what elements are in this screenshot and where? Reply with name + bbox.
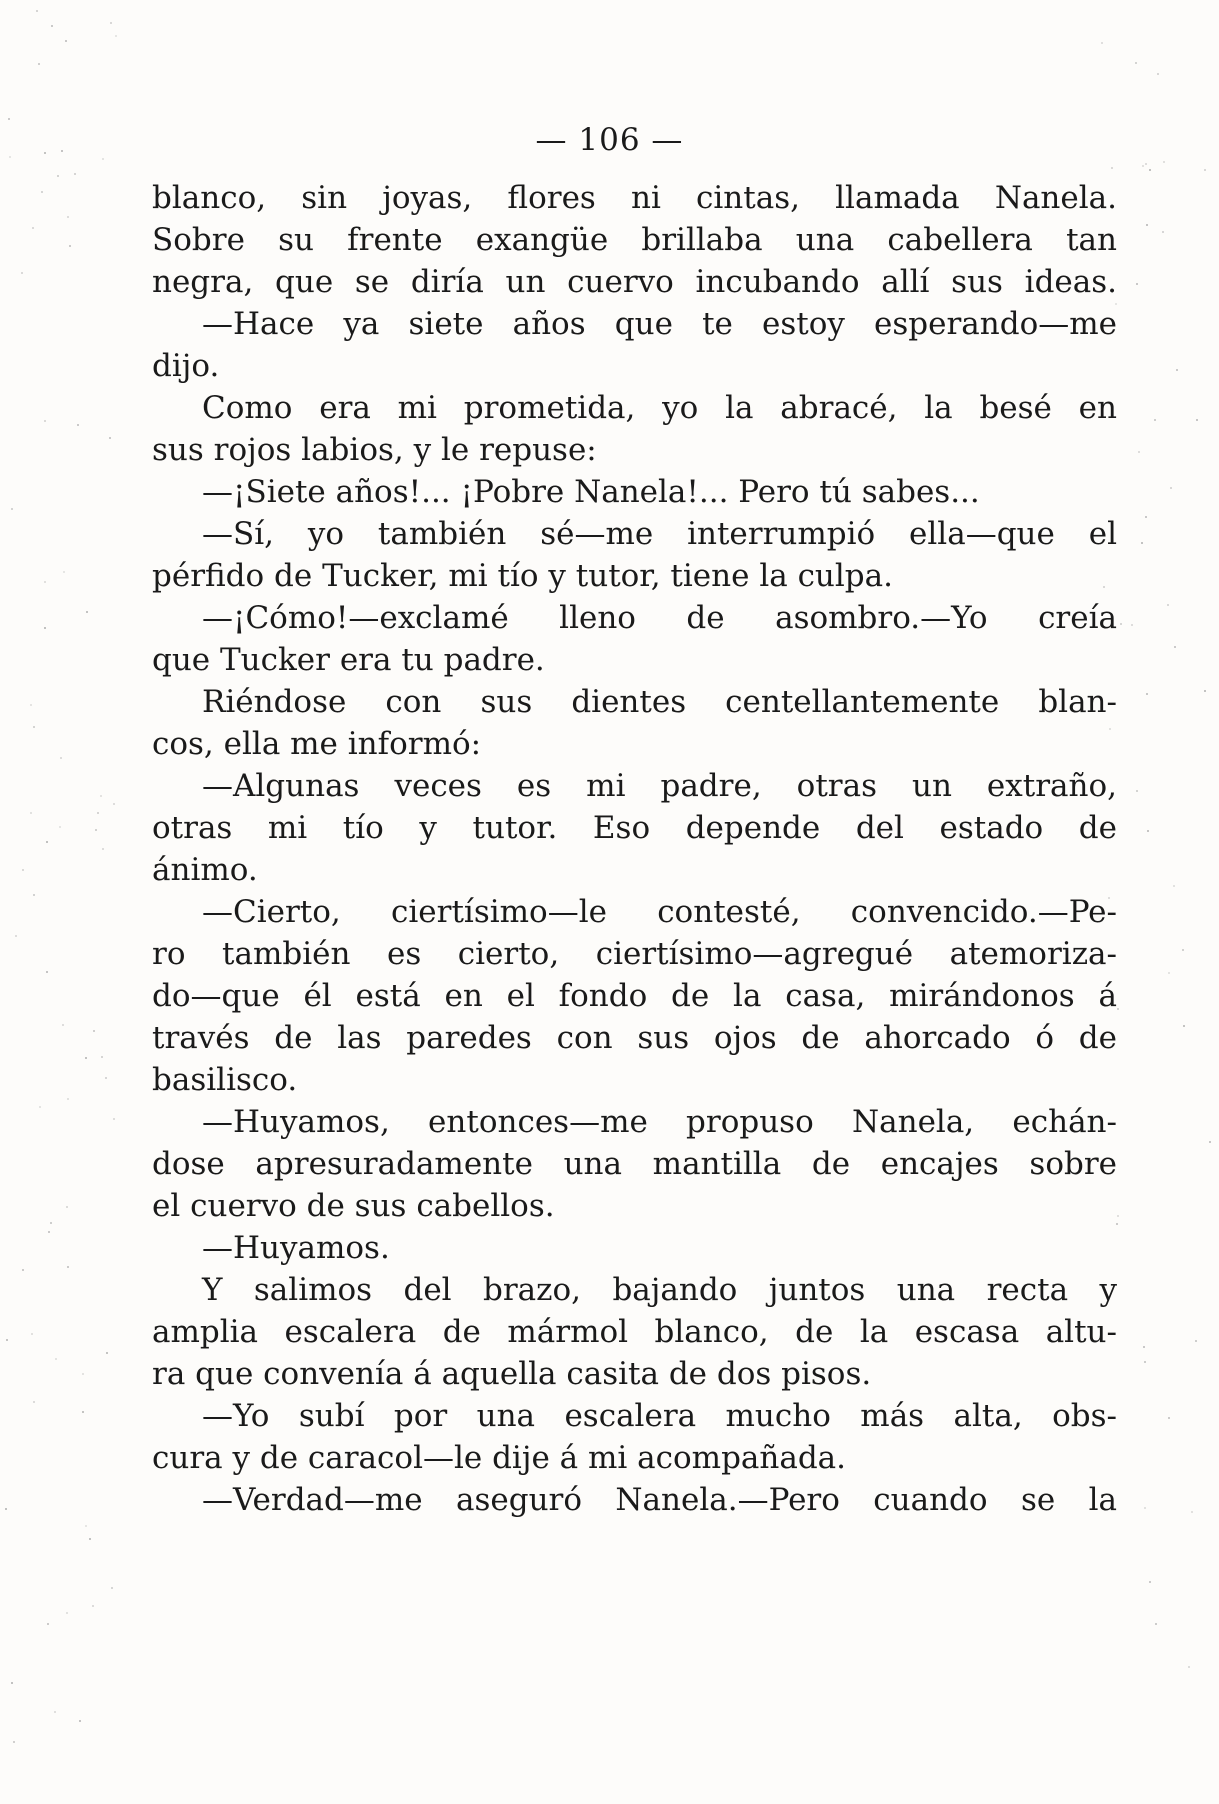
scan-speck — [1157, 73, 1159, 75]
scan-speck — [1101, 42, 1103, 44]
text-line: que Tucker era tu padre. — [152, 642, 545, 678]
text-line: otras mi tío y tutor. Eso depende del estado de — [152, 810, 1117, 846]
scan-speck — [36, 10, 38, 12]
text-line: ra que convenía á aquella casita de dos pisos. — [152, 1356, 872, 1392]
scan-speck — [93, 1030, 95, 1032]
scan-speck — [39, 1106, 41, 1108]
scan-speck — [82, 1373, 84, 1375]
scan-speck — [1145, 516, 1147, 518]
scan-speck — [66, 1206, 68, 1208]
text-line: —Yo subí por una escalera mucho más alta, obs- — [202, 1398, 1117, 1434]
text-line: Sobre su frente exangüe brillaba una cabellera tan — [152, 222, 1117, 258]
scan-speck — [32, 227, 34, 229]
scan-speck — [1204, 169, 1206, 171]
scan-speck — [1195, 1340, 1197, 1342]
scan-speck — [44, 627, 46, 629]
scan-speck — [105, 1077, 107, 1079]
scan-speck — [1116, 1223, 1118, 1225]
text-line: —Huyamos, entonces—me propuso Nanela, echán- — [202, 1104, 1117, 1140]
scan-speck — [63, 571, 65, 573]
scan-speck — [47, 1623, 49, 1625]
text-line: ánimo. — [152, 852, 258, 888]
scan-speck — [9, 156, 11, 158]
text-line: —¡Cómo!—exclamé lleno de asombro.—Yo creía — [202, 600, 1117, 636]
scan-speck — [1146, 224, 1148, 226]
scan-speck — [1147, 830, 1149, 832]
scan-speck — [33, 726, 35, 728]
text-line: Riéndose con sus dientes centellantemente blan- — [202, 684, 1117, 720]
scan-speck — [1204, 690, 1206, 692]
scan-speck — [65, 40, 67, 42]
scan-speck — [46, 841, 48, 843]
scan-speck — [46, 971, 48, 973]
scan-speck — [115, 35, 117, 37]
scan-speck — [1173, 885, 1175, 887]
scan-speck — [1131, 624, 1133, 626]
scan-speck — [15, 935, 17, 937]
scan-speck — [62, 1024, 64, 1026]
scan-speck — [82, 1411, 84, 1413]
scan-speck — [86, 611, 88, 613]
scan-speck — [60, 757, 62, 759]
text-line: dijo. — [152, 348, 220, 384]
scan-speck — [66, 1612, 68, 1614]
text-line: amplia escalera de mármol blanco, de la escasa altu- — [152, 1314, 1117, 1350]
scan-speck — [48, 1231, 50, 1233]
scan-speck — [1149, 1581, 1151, 1583]
scan-speck — [11, 508, 13, 510]
scan-speck — [106, 1352, 108, 1354]
scan-speck — [102, 158, 104, 160]
text-line: cura y de caracol—le dije á mi acompañada. — [152, 1440, 847, 1476]
text-line: blanco, sin joyas, flores ni cintas, llamada Nanela. — [152, 180, 1117, 216]
scan-speck — [1209, 1141, 1211, 1143]
scan-speck — [1120, 623, 1122, 625]
text-line: ro también es cierto, ciertísimo—agregué atemoriza- — [152, 936, 1117, 972]
scan-speck — [95, 829, 97, 831]
scan-speck — [97, 812, 99, 814]
text-line: dose apresuradamente una mantilla de encajes sobre — [152, 1146, 1117, 1182]
scan-speck — [50, 1222, 52, 1224]
scan-speck — [113, 803, 115, 805]
text-line: través de las paredes con sus ojos de ahorcado ó de — [152, 1020, 1117, 1056]
text-line: pérfido de Tucker, mi tío y tutor, tiene la culpa. — [152, 558, 893, 594]
scan-speck — [8, 118, 10, 120]
text-line: —Algunas veces es mi padre, otras un extraño, — [202, 768, 1117, 804]
scan-speck — [57, 175, 59, 177]
scan-speck — [89, 1538, 91, 1540]
scan-speck — [1115, 303, 1117, 305]
scan-speck — [1143, 1346, 1145, 1348]
scan-speck — [30, 704, 32, 706]
scan-speck — [113, 1118, 115, 1120]
scan-speck — [102, 848, 104, 850]
scan-speck — [67, 216, 69, 218]
scan-speck — [1167, 604, 1169, 606]
scan-speck — [1144, 1361, 1146, 1363]
scan-speck — [44, 420, 46, 422]
text-line: do—que él está en el fondo de la casa, mirándonos á — [152, 978, 1117, 1014]
scan-speck — [85, 1057, 87, 1059]
scan-speck — [1136, 790, 1138, 792]
scan-speck — [44, 581, 46, 583]
scan-speck — [111, 1587, 113, 1589]
text-line: negra, que se diría un cuervo incubando allí sus ideas. — [152, 264, 1117, 300]
scan-speck — [92, 1605, 94, 1607]
scan-speck — [55, 1358, 57, 1360]
scan-speck — [79, 1720, 81, 1722]
text-line: —Sí, yo también sé—me interrumpió ella—que el — [202, 516, 1117, 552]
scan-speck — [67, 1098, 69, 1100]
scan-speck — [1168, 972, 1170, 974]
scan-speck — [1111, 167, 1113, 169]
scan-speck — [22, 1269, 24, 1271]
scan-speck — [1142, 165, 1144, 167]
scan-speck — [1162, 231, 1164, 233]
scan-speck — [1182, 949, 1184, 951]
scan-speck — [31, 1333, 33, 1335]
scan-speck — [59, 826, 61, 828]
page-number: — 106 — — [535, 122, 684, 158]
scan-speck — [33, 1401, 35, 1403]
text-line: —Hace ya siete años que te estoy esperando—me — [202, 306, 1117, 342]
scan-speck — [1154, 419, 1156, 421]
scan-speck — [13, 1741, 15, 1743]
scan-speck — [1146, 693, 1148, 695]
body-text — [152, 177, 1117, 1521]
scan-speck — [54, 1711, 56, 1713]
scan-speck — [1155, 1623, 1157, 1625]
text-line: el cuervo de sus cabellos. — [152, 1188, 555, 1224]
scan-speck — [21, 272, 23, 274]
text-line: cos, ella me informó: — [152, 726, 482, 762]
scan-speck — [1163, 161, 1165, 163]
scan-speck — [11, 1682, 13, 1684]
scan-speck — [41, 191, 43, 193]
scan-speck — [69, 245, 71, 247]
text-line: sus rojos labios, y le repuse: — [152, 432, 597, 468]
scan-speck — [1174, 646, 1176, 648]
text-line: —Verdad—me aseguró Nanela.—Pero cuando se la — [202, 1482, 1117, 1518]
scan-speck — [5, 1508, 7, 1510]
scan-speck — [1109, 728, 1111, 730]
scan-speck — [100, 795, 102, 797]
scan-speck — [1188, 1666, 1190, 1668]
text-line: —Cierto, ciertísimo—le contesté, convencido.—Pe- — [202, 894, 1117, 930]
scan-speck — [1138, 451, 1140, 453]
scan-speck — [1135, 62, 1137, 64]
scan-speck — [101, 1056, 103, 1058]
scan-speck — [85, 1525, 87, 1527]
scan-speck — [1168, 1417, 1170, 1419]
text-line: —¡Siete años!... ¡Pobre Nanela!... Pero tú sabes... — [202, 474, 980, 510]
scan-speck — [22, 869, 24, 871]
scan-speck — [44, 152, 46, 154]
text-line: —Huyamos. — [202, 1230, 390, 1266]
scan-speck — [109, 437, 111, 439]
scan-speck — [77, 424, 79, 426]
scan-speck — [1145, 163, 1147, 165]
scan-speck — [1117, 1008, 1119, 1010]
scan-speck — [1141, 542, 1143, 544]
scan-speck — [110, 22, 112, 24]
scan-speck — [30, 812, 32, 814]
scan-speck — [74, 173, 76, 175]
text-line: basilisco. — [152, 1062, 298, 1098]
scan-speck — [51, 25, 53, 27]
scan-speck — [33, 894, 35, 896]
scan-speck — [1170, 487, 1172, 489]
scan-speck — [1196, 419, 1198, 421]
scan-speck — [1136, 283, 1138, 285]
scan-speck — [6, 1339, 8, 1341]
scan-speck — [1103, 586, 1105, 588]
scan-speck — [61, 150, 63, 152]
scan-speck — [1149, 169, 1151, 171]
scan-speck — [1176, 369, 1178, 371]
scan-speck — [67, 1266, 69, 1268]
scan-speck — [1183, 1025, 1185, 1027]
scan-speck — [1117, 1215, 1119, 1217]
scan-speck — [1108, 897, 1110, 899]
text-line: Como era mi prometida, yo la abracé, la besé en — [202, 390, 1117, 426]
text-line: Y salimos del brazo, bajando juntos una recta y — [202, 1272, 1117, 1308]
scan-speck — [1144, 1507, 1146, 1509]
scan-speck — [1191, 1511, 1193, 1513]
scan-speck — [38, 63, 40, 65]
